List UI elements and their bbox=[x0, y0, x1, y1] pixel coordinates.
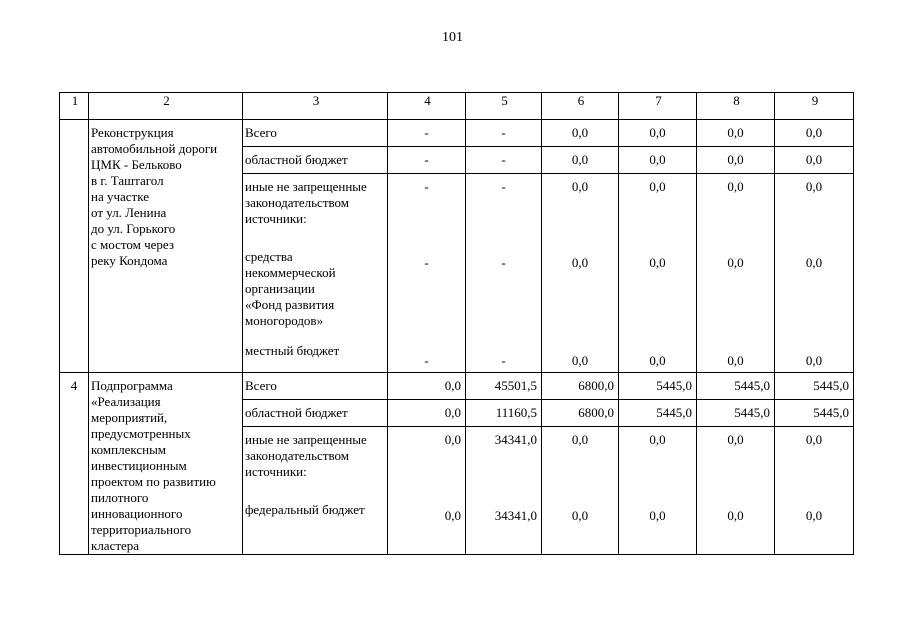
value-cell: 0,0 bbox=[697, 120, 775, 147]
source-label-line: местный бюджет bbox=[245, 343, 340, 358]
value-cell: 0,0 0,0 bbox=[697, 427, 775, 555]
header-cell: 1 bbox=[60, 93, 89, 120]
table-row bbox=[60, 373, 854, 400]
header-cell: 8 bbox=[697, 93, 775, 120]
value-cell: 0,0 0,0 bbox=[542, 427, 619, 555]
value-cell: - bbox=[388, 147, 466, 174]
project-name-line: автомобильной дороги bbox=[91, 141, 218, 156]
source-label-line: законодательством bbox=[245, 195, 350, 210]
project-name-line: комплексным bbox=[91, 442, 167, 457]
budget-table bbox=[59, 92, 854, 555]
value-cell: 5445,0 bbox=[775, 373, 854, 400]
value-cell: 45501,5 bbox=[466, 373, 542, 400]
value-cell: 0,0 0,0 bbox=[775, 427, 854, 555]
value-cell: 0,0 bbox=[697, 147, 775, 174]
project-name-line: на участке bbox=[91, 189, 149, 204]
source-label-cell: Всего bbox=[243, 120, 388, 147]
header-cell: 2 bbox=[89, 93, 243, 120]
project-name-line: «Реализация bbox=[91, 394, 161, 409]
value-cell: 0,0 0,0 bbox=[388, 427, 466, 555]
header-cell: 9 bbox=[775, 93, 854, 120]
table-row bbox=[60, 120, 854, 147]
source-label-cell: Всего bbox=[243, 373, 388, 400]
value-cell: - bbox=[388, 120, 466, 147]
value-cell: 0,0 bbox=[775, 147, 854, 174]
source-label-line: законодательством bbox=[245, 448, 350, 463]
source-label-cell bbox=[243, 427, 388, 555]
project-name-line: мероприятий, bbox=[91, 410, 168, 425]
value-cell: 0,0 bbox=[619, 147, 697, 174]
project-name-line: пилотного bbox=[91, 490, 149, 505]
header-cell: 4 bbox=[388, 93, 466, 120]
project-name-line: в г. Таштагол bbox=[91, 173, 164, 188]
value-cell: - - - bbox=[388, 174, 466, 373]
project-name-line: проектом по развитию bbox=[91, 474, 216, 489]
row-number-cell bbox=[60, 120, 89, 373]
value-cell: 6800,0 bbox=[542, 400, 619, 427]
value-cell: 5445,0 bbox=[775, 400, 854, 427]
project-name-cell bbox=[89, 120, 243, 373]
value-cell: 0,0 bbox=[388, 373, 466, 400]
project-name-line: от ул. Ленина bbox=[91, 205, 167, 220]
project-name-line: территориального bbox=[91, 522, 192, 537]
source-label-cell: областной бюджет bbox=[243, 147, 388, 174]
source-label-line: средства bbox=[245, 249, 293, 264]
project-name-line: до ул. Горького bbox=[91, 221, 176, 236]
project-name-line: предусмотренных bbox=[91, 426, 191, 441]
value-cell: 5445,0 bbox=[697, 373, 775, 400]
project-name-line: с мостом через bbox=[91, 237, 174, 252]
value-cell: 0,0 bbox=[388, 400, 466, 427]
value-cell: 6800,0 bbox=[542, 373, 619, 400]
header-cell: 6 bbox=[542, 93, 619, 120]
source-label-cell bbox=[243, 174, 388, 373]
value-cell: 0,0 0,0 0,0 bbox=[697, 174, 775, 373]
value-cell: 0,0 0,0 0,0 bbox=[542, 174, 619, 373]
header-cell: 3 bbox=[243, 93, 388, 120]
project-name-line: реку Кондома bbox=[91, 253, 168, 268]
value-cell: - bbox=[466, 147, 542, 174]
value-cell: 5445,0 bbox=[697, 400, 775, 427]
source-label-line: «Фонд развития bbox=[245, 297, 335, 312]
value-cell: 0,0 bbox=[775, 120, 854, 147]
value-cell: 5445,0 bbox=[619, 373, 697, 400]
project-name-line: кластера bbox=[91, 538, 140, 553]
page-number: 101 bbox=[442, 30, 463, 45]
source-label-line: иные не запрещенные bbox=[245, 432, 367, 447]
source-label-line: моногородов» bbox=[245, 313, 324, 328]
project-name-line: Реконструкция bbox=[91, 125, 174, 140]
source-label-line: источники: bbox=[245, 211, 307, 226]
project-name-cell bbox=[89, 373, 243, 555]
value-cell: 0,0 bbox=[542, 120, 619, 147]
project-name-line: Подпрограмма bbox=[91, 378, 173, 393]
value-cell: - - - bbox=[466, 174, 542, 373]
source-label-cell: областной бюджет bbox=[243, 400, 388, 427]
header-row bbox=[60, 93, 854, 120]
value-cell: 0,0 bbox=[542, 147, 619, 174]
source-label-line: иные не запрещенные bbox=[245, 179, 367, 194]
project-name-line: инвестиционным bbox=[91, 458, 187, 473]
project-name-line: ЦМК - Бельково bbox=[91, 157, 182, 172]
value-cell: 11160,5 bbox=[466, 400, 542, 427]
value-cell: 0,0 0,0 bbox=[619, 427, 697, 555]
source-label-line: источники: bbox=[245, 464, 307, 479]
value-cell: 0,0 0,0 0,0 bbox=[775, 174, 854, 373]
value-cell: 34341,0 34341,0 bbox=[466, 427, 542, 555]
value-cell: 0,0 0,0 0,0 bbox=[619, 174, 697, 373]
project-name-line: инновационного bbox=[91, 506, 183, 521]
row-number-cell: 4 bbox=[60, 373, 89, 555]
header-cell: 7 bbox=[619, 93, 697, 120]
value-cell: 5445,0 bbox=[619, 400, 697, 427]
header-cell: 5 bbox=[466, 93, 542, 120]
value-cell: 0,0 bbox=[619, 120, 697, 147]
source-label-line: федеральный бюджет bbox=[245, 502, 365, 517]
source-label-line: некоммерческой bbox=[245, 265, 336, 280]
source-label-line: организации bbox=[245, 281, 315, 296]
value-cell: - bbox=[466, 120, 542, 147]
